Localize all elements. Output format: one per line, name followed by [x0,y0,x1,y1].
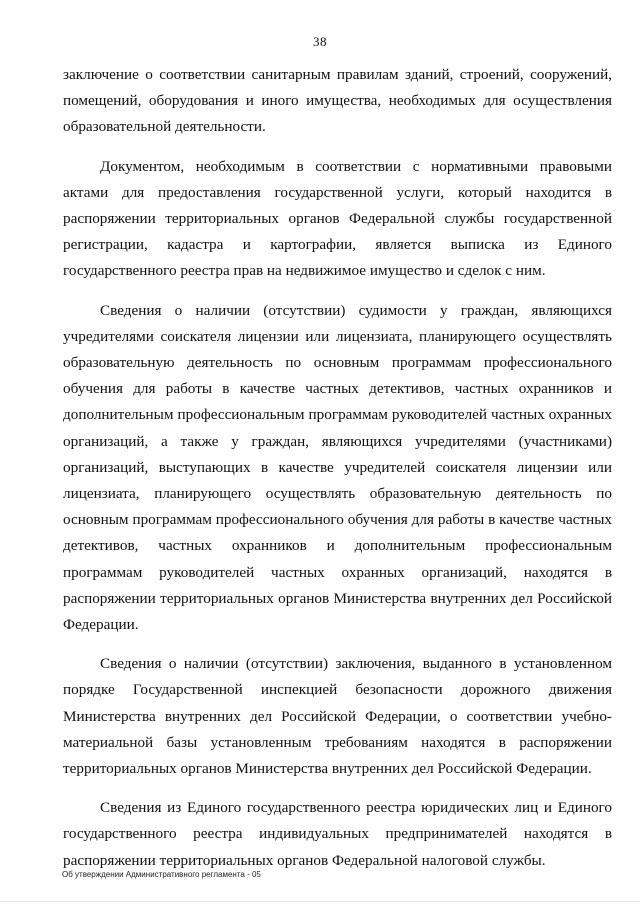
paragraph-egrul-egrip: Сведения из Единого государственного реестра юридических лиц и Единого государственного реестра индивидуальных предпринимателей находятся в распоряжении территориальных органов Федеральной налоговой службы. [63,799,612,869]
footer-text: Об утверждении Административного регламента - 05 [62,870,261,879]
paragraph-criminal-record: Сведения о наличии (отсутствии) судимости у граждан, являющихся учредителями соискателя лицензии или лицензиата, планирующего осуществлять образовательную деятельность по основным программам профессионального обучения для работы в качестве частных детективов, частных охранников и дополнительным профессиональным программам руководителей частных охранных организаций, а также у граждан, являющихся учредителями (участниками) организаций, выступающих в качестве учредителей соискателя лицензии или лицензиата, планирующего осуществлять образовательную деятельность по основным программам профессионального обучения для работы в качестве частных детективов, частных охранников и дополнительным профессиональным программам руководителей частных охранных организаций, находятся в распоряжении территориальных органов Министерства внутренних дел Российской Федерации. [63,301,612,634]
paragraph-gibdd-conclusion: Сведения о наличии (отсутствии) заключения, выданного в установленном порядке Государственной инспекцией безопасности дорожного движения Министерства внутренних дел Российской Федерации, о соответствии учебно-материальной базы установленным требованиям находятся в распоряжении территориальных органов Министерства внутренних дел Российской Федерации. [63,655,612,778]
page-edge-divider [0,901,640,902]
document-body [63,62,612,887]
paragraph-continuation: заключение о соответствии санитарным правилам зданий, строений, сооружений, помещений, оборудования и иного имущества, необходимых для осуществления образовательной деятельности. [63,66,612,136]
page-number: 38 [313,34,327,49]
paragraph-document-egrn: Документом, необходимым в соответствии с нормативными правовыми актами для предоставления государственной услуги, который находится в распоряжении территориальных органов Федеральной службы государственной регистрации, кадастра и картографии, является выписка из Единого государственного реестра прав на недвижимое имущество и сделок с ним. [63,157,612,280]
